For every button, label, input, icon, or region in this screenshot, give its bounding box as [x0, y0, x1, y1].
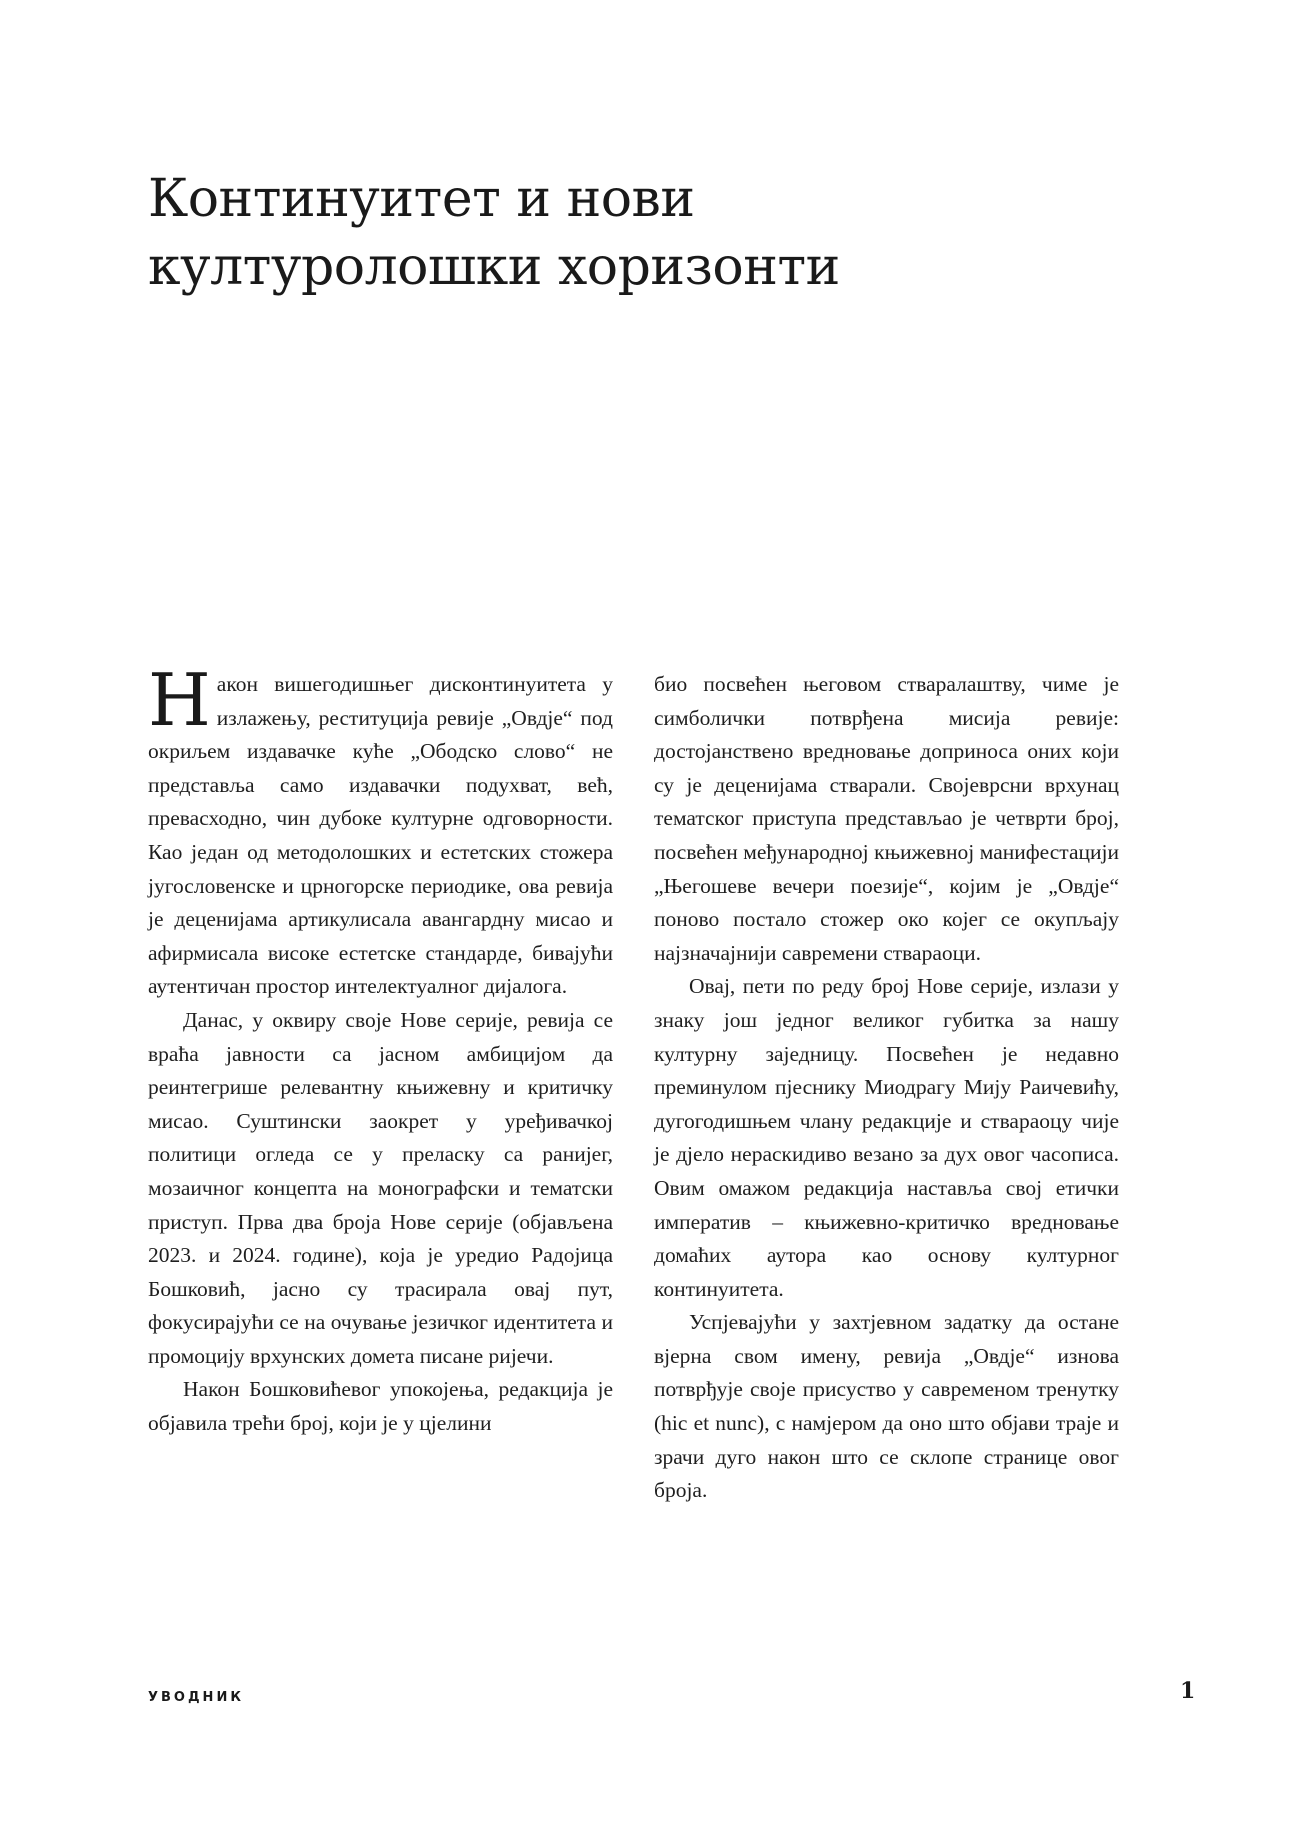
paragraph: Након Бошковићевог упокојења, редакција је објавила трећи број, који је у цјелини — [148, 1377, 613, 1436]
drop-cap: Н — [148, 658, 211, 742]
title-line-1: Континуитет и нови — [148, 169, 695, 229]
paragraph: био посвећен његовом стваралаштву, чиме је симболички потврђена мисија ревије: достојанствено вредновање доприноса оних који су је деценијама стварали. Својеврсни врхунац тематског приступа представљао је четврти број, посвећен међународној књижевној манифестацији „Његошеве вечери поезије“, којим је „Овдје“ поново постало стожер око којег се окупљају најзначајнији савремени ствараоци. — [654, 672, 1119, 965]
paragraph: Овај, пети по реду број Нове серије, излази у знаку још једног великог губитка за нашу културну заједницу. Посвећен је недавно преминулом пјеснику Миодрагу Мију Раичевићу, дугогодишњем члану редакције и ствараоцу чије је дјело нераскидиво везано за дух овог часописа. Овим омажом редакција наставља свој етички императив – књижевно-критичко вредновање домаћих аутора као основу културног континуитета. — [654, 974, 1119, 1301]
paragraph — [148, 658, 613, 1004]
page-number: 1 — [1180, 1678, 1196, 1704]
title-line-2: културолошки хоризонти — [148, 237, 840, 297]
right-column — [654, 668, 1119, 1508]
left-column — [148, 658, 613, 1441]
paragraph-text: акон вишегодишњег дисконтинуитета у излажењу, реституција ревије „Овдје“ под окриљем издавачке куће „Ободско слово“ не представља само издавачки подухват, већ, превасходно, чин дубоке културне одговорности. Као један од методолошких и естетских стожера југословенске и црногорске периодике, ова ревија је деценијама артикулисала авангардну мисао и афирмисала високе естетске стандарде, бивајући аутентичан простор интелектуалног дијалога. — [148, 672, 613, 999]
paragraph: Данас, у оквиру своје Нове серије, ревија се враћа јавности са јасном амбицијом да реинтегрише релевантну књижевну и критичку мисао. Суштински заокрет у уређивачкој политици огледа се у преласку са ранијег, мозаичног концепта на монографски и тематски приступ. Прва два броја Нове серије (објављена 2023. и 2024. године), која је уредио Радојица Бошковић, јасно су трасирала овај пут, фокусирајући се на очување језичког идентитета и промоцију врхунских домета писане ријечи. — [148, 1007, 613, 1368]
page-title — [148, 165, 1148, 301]
paragraph: Успјевајући у захтјевном задатку да остане вјерна свом имену, ревија „Овдје“ изнова потврђује своје присуство у савременом тренутку (hic et nunc), с намјером да оно што објави траје и зрачи дуго након што се склопе странице овог броја. — [654, 1310, 1119, 1503]
running-footer-section: УВОДНИК — [148, 1690, 244, 1705]
